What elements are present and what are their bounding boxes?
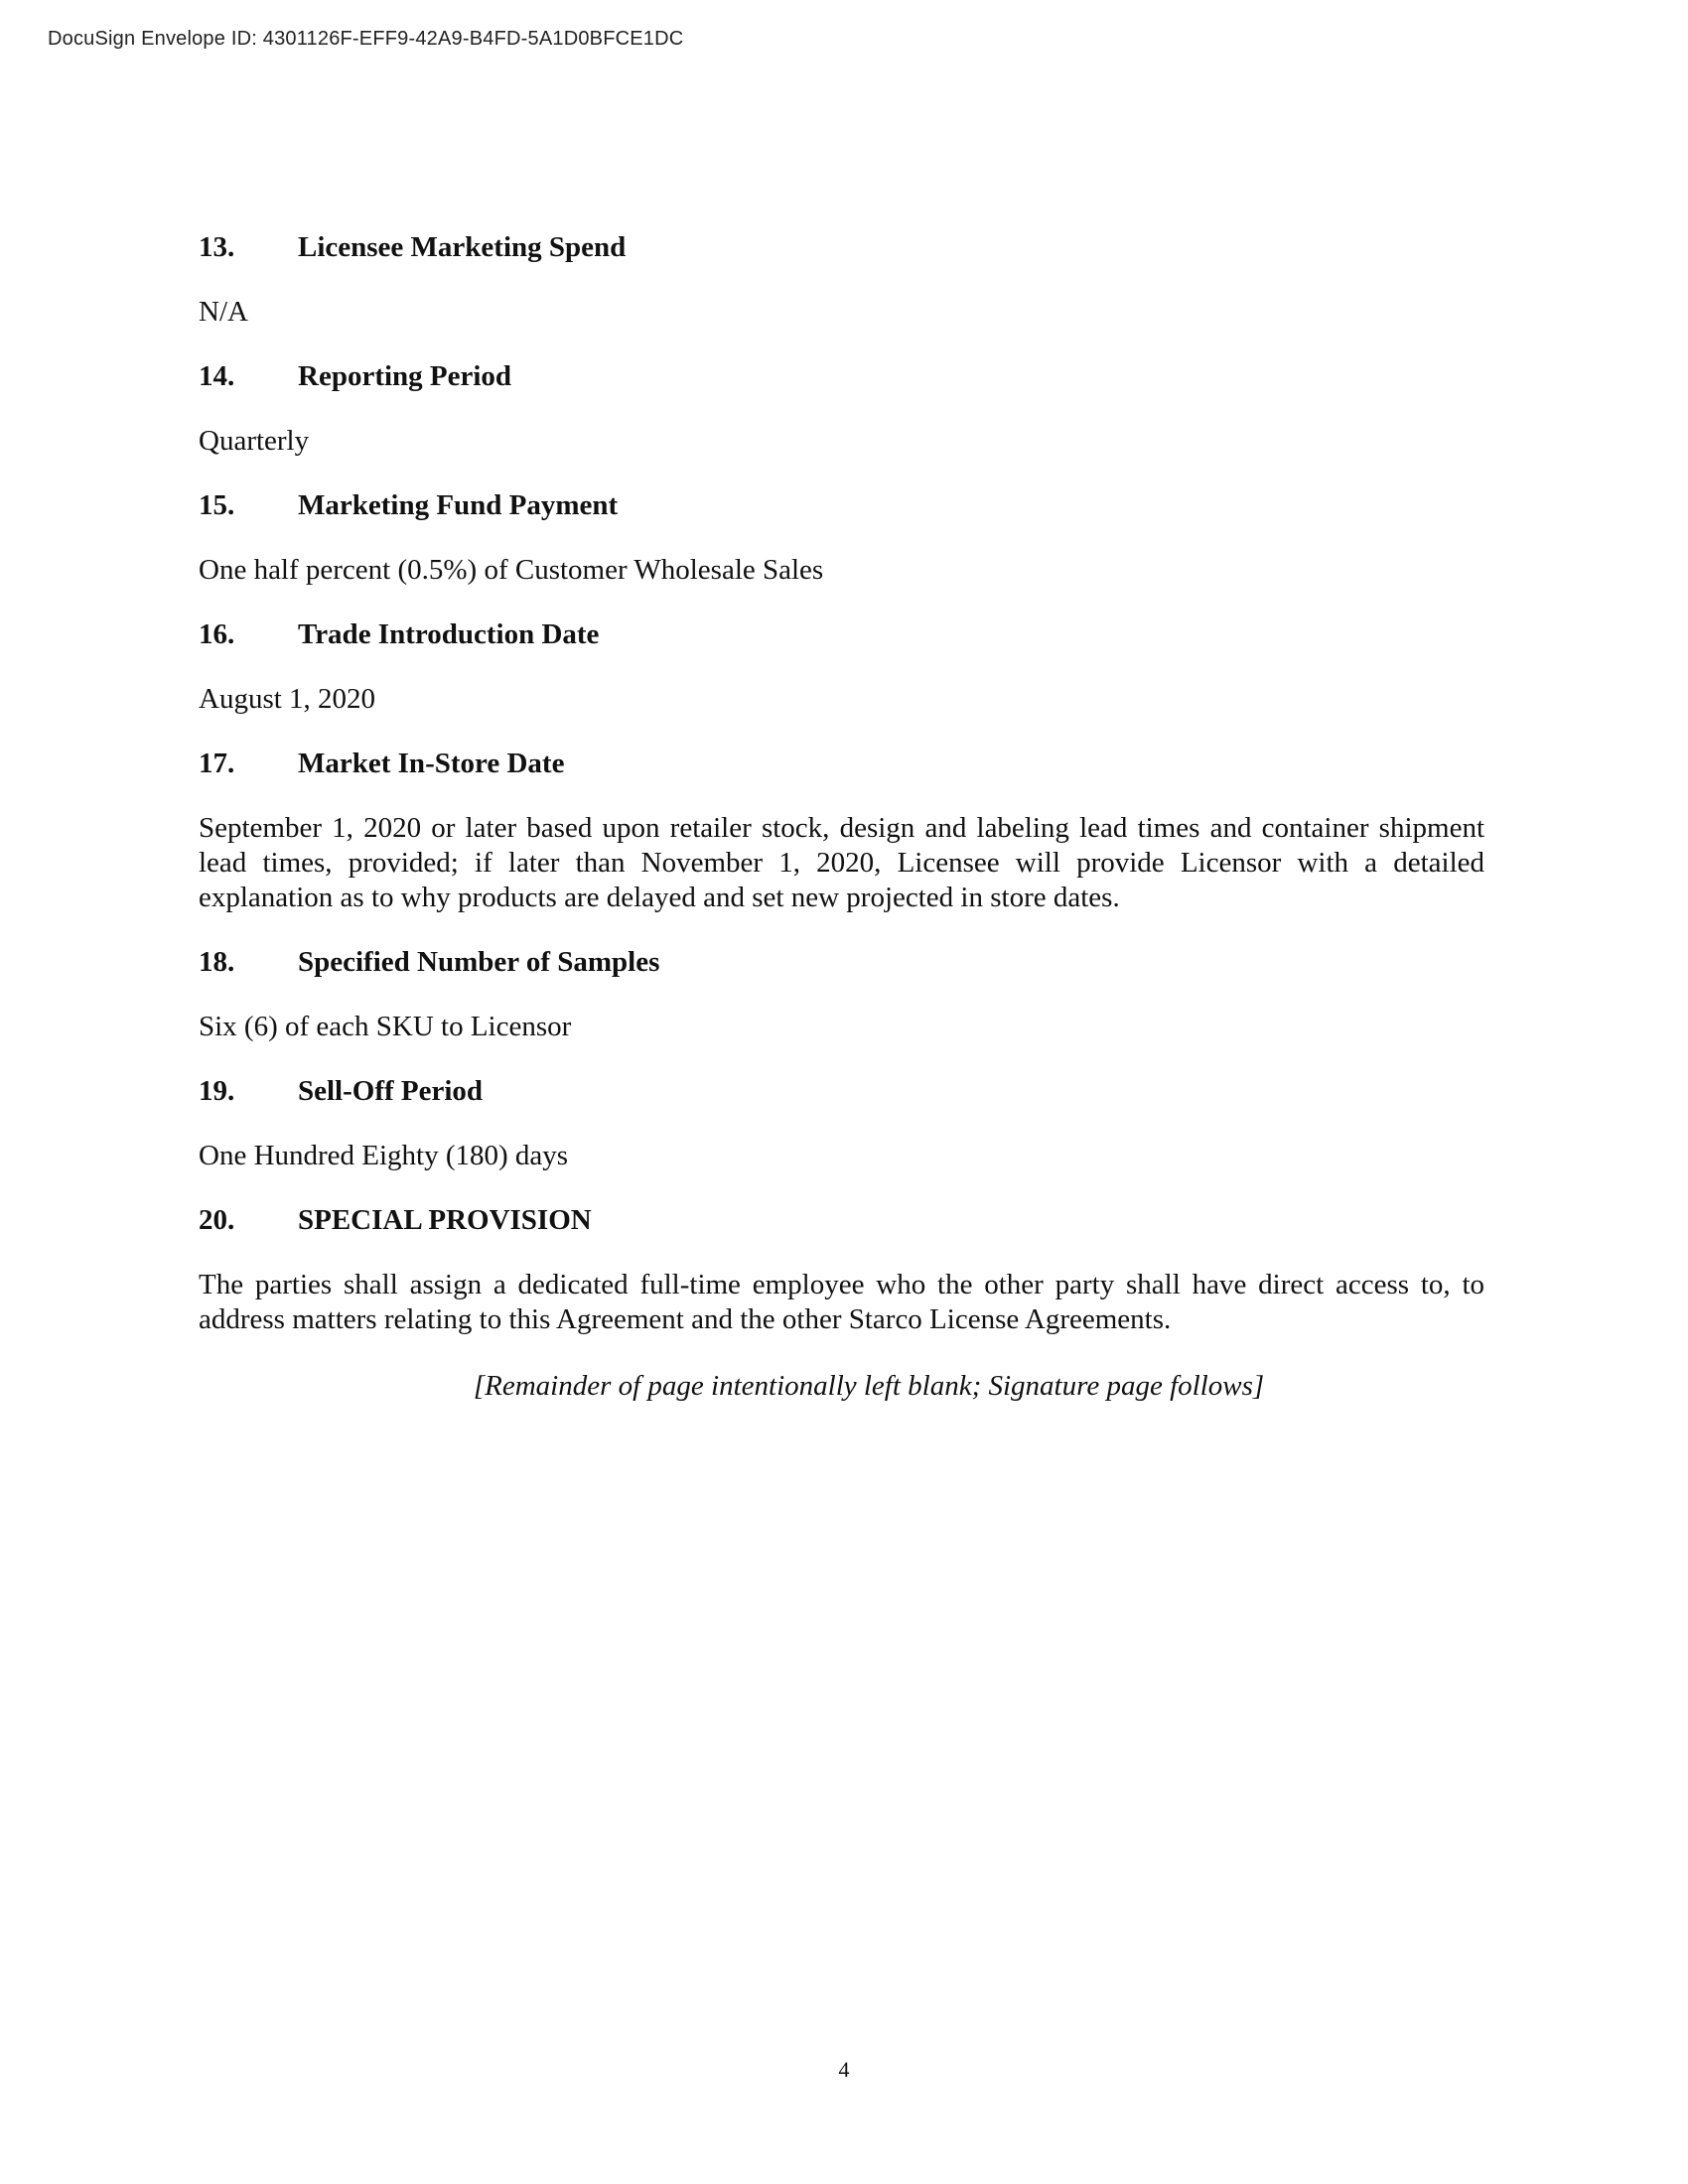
section-title: Trade Introduction Date bbox=[298, 618, 600, 650]
section-body: September 1, 2020 or later based upon retailer stock, design and labeling lead times and container shipment lead times, provided; if later than November 1, 2020, Licensee will provide Licensor with a detailed explanation as to why products are delayed and set new projected in store dates. bbox=[199, 812, 1484, 913]
section-20 bbox=[199, 1203, 1489, 1337]
section-title: Market In-Store Date bbox=[298, 748, 565, 779]
section-heading bbox=[199, 945, 1489, 980]
section-number: 13. bbox=[199, 231, 235, 263]
section-number: 14. bbox=[199, 360, 235, 392]
section-17 bbox=[199, 747, 1489, 915]
section-body: N/A bbox=[199, 296, 248, 328]
section-heading bbox=[199, 1203, 1489, 1238]
section-title: SPECIAL PROVISION bbox=[298, 1204, 592, 1236]
section-14 bbox=[199, 359, 1489, 459]
section-number: 18. bbox=[199, 946, 235, 978]
section-heading bbox=[199, 230, 1489, 265]
section-heading bbox=[199, 617, 1489, 652]
section-title: Reporting Period bbox=[298, 360, 512, 392]
section-13 bbox=[199, 230, 1489, 330]
section-body: Six (6) of each SKU to Licensor bbox=[199, 1011, 572, 1042]
section-body: One half percent (0.5%) of Customer Wholesale Sales bbox=[199, 554, 824, 586]
section-number: 17. bbox=[199, 748, 235, 779]
section-16 bbox=[199, 617, 1489, 717]
section-body: The parties shall assign a dedicated full-time employee who the other party shall have direct access to, to address matters relating to this Agreement and the other Starco License Agreements. bbox=[199, 1269, 1484, 1335]
section-body: Quarterly bbox=[199, 425, 310, 457]
section-body: One Hundred Eighty (180) days bbox=[199, 1140, 569, 1171]
section-number: 19. bbox=[199, 1075, 235, 1107]
section-title: Sell-Off Period bbox=[298, 1075, 484, 1107]
section-title: Specified Number of Samples bbox=[298, 946, 660, 978]
section-number: 20. bbox=[199, 1204, 235, 1236]
section-heading bbox=[199, 1074, 1489, 1109]
page-number: 4 bbox=[838, 2057, 850, 2082]
section-18 bbox=[199, 945, 1489, 1044]
section-number: 16. bbox=[199, 618, 235, 650]
remainder-note: [Remainder of page intentionally left blank; Signature page follows] bbox=[473, 1370, 1265, 1402]
section-heading bbox=[199, 488, 1489, 523]
section-heading bbox=[199, 359, 1489, 394]
section-number: 15. bbox=[199, 489, 235, 521]
docusign-envelope-id: DocuSign Envelope ID: 4301126F-EFF9-42A9-B4FD-5A1D0BFCE1DC bbox=[48, 28, 684, 50]
section-heading bbox=[199, 747, 1489, 781]
section-body: August 1, 2020 bbox=[199, 683, 376, 715]
section-title: Marketing Fund Payment bbox=[298, 489, 619, 521]
document-body bbox=[199, 230, 1489, 1404]
section-15 bbox=[199, 488, 1489, 588]
section-19 bbox=[199, 1074, 1489, 1173]
section-title: Licensee Marketing Spend bbox=[298, 231, 627, 263]
